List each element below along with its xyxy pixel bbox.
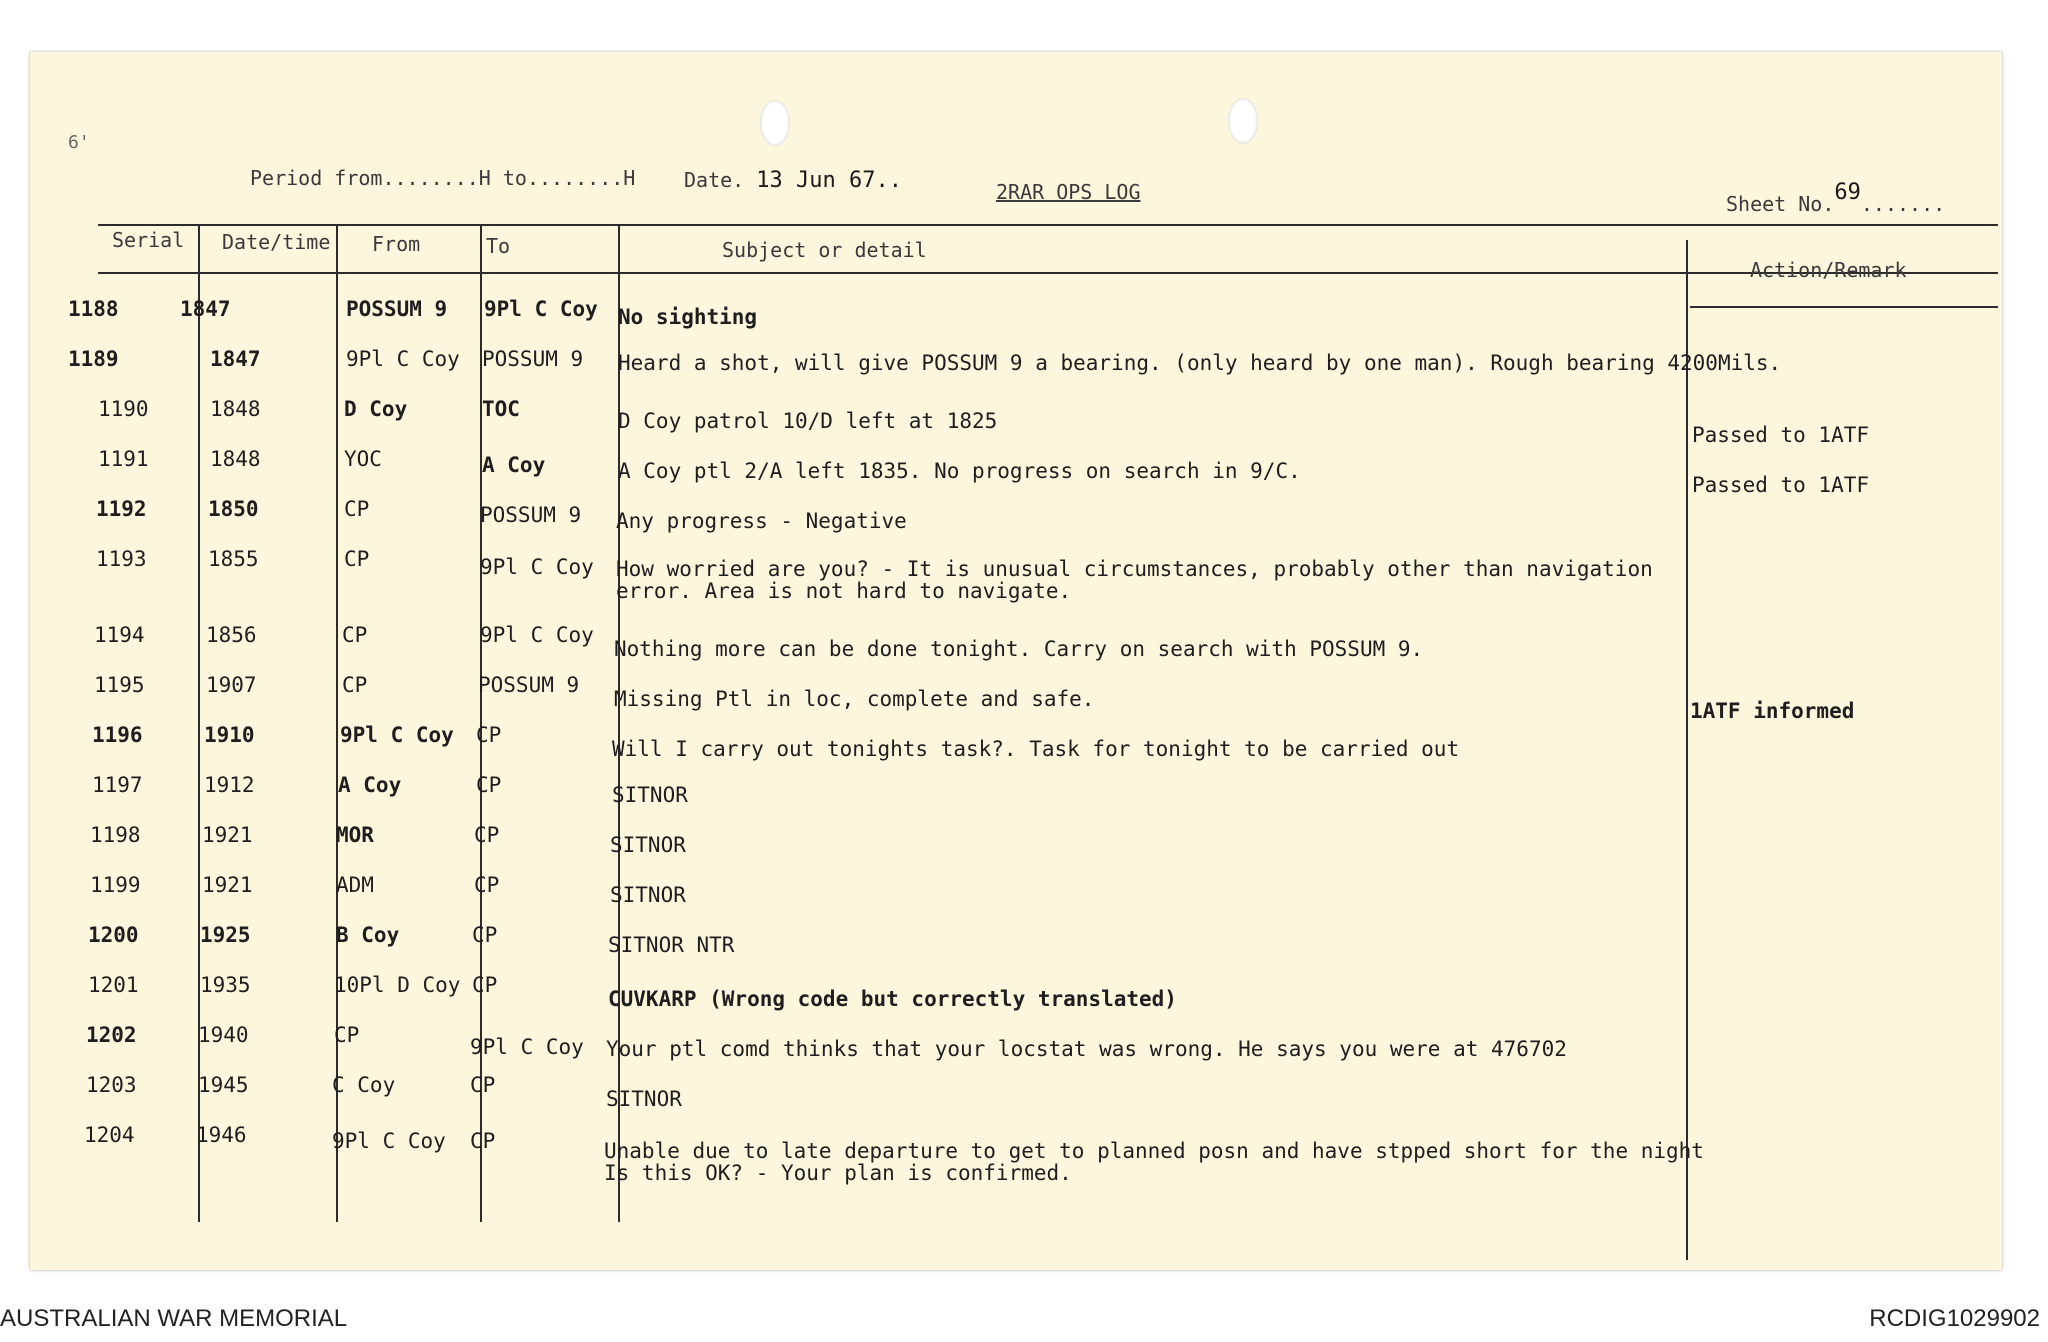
to-cell: CP (474, 823, 500, 847)
from-cell: C Coy (332, 1073, 396, 1097)
table-row (0, 398, 2048, 446)
detail-cell: Missing Ptl in loc, complete and safe. (614, 687, 1095, 711)
table-row (0, 1123, 2048, 1185)
time-cell: 1910 (204, 723, 255, 747)
to-cell: CP (476, 773, 502, 797)
table-row (0, 674, 2048, 722)
col-datetime: Date/time (222, 230, 331, 254)
detail-cell: Your ptl comd thinks that your locstat was wrong. He says you were at 476702 (606, 1037, 1567, 1061)
col-action: Action/Remark (1750, 258, 1907, 282)
from-cell: POSSUM 9 (346, 297, 448, 321)
detail-cell: No sighting (618, 305, 758, 329)
detail-cell: Nothing more can be done tonight. Carry on search with POSSUM 9. (614, 637, 1424, 661)
table-row (0, 1024, 2048, 1072)
serial-cell: 1192 (96, 497, 147, 521)
serial-cell: 1193 (96, 547, 147, 571)
serial-cell: 1196 (92, 723, 143, 747)
from-cell: CP (342, 673, 368, 697)
detail-cell: Heard a shot, will give POSSUM 9 a bearing. (only heard by one man). Rough bearing 4200Mils. (618, 351, 1782, 375)
table-row (0, 547, 2048, 603)
action-cell: Passed to 1ATF (1692, 473, 1870, 497)
to-cell: CP (470, 1129, 496, 1153)
from-cell: YOC (344, 447, 382, 471)
from-cell: 10Pl D Coy (334, 973, 461, 997)
table-row (0, 724, 2048, 772)
detail-cell: A Coy ptl 2/A left 1835. No progress on search in 9/C. (618, 459, 1301, 483)
time-cell: 1946 (196, 1123, 247, 1147)
to-cell: POSSUM 9 (482, 347, 584, 371)
serial-cell: 1202 (86, 1023, 137, 1047)
detail-cell: SITNOR (612, 783, 688, 807)
period-field: Period from........H to........H (250, 166, 636, 190)
detail-cell: CUVKARP (Wrong code but correctly translated) (608, 987, 1177, 1011)
date-field: Date. 13 Jun 67.. (684, 168, 902, 193)
to-cell: 9Pl C Coy (484, 297, 598, 321)
from-cell: 9Pl C Coy (332, 1129, 446, 1153)
from-cell: 9Pl C Coy (340, 723, 454, 747)
from-cell: B Coy (336, 923, 400, 947)
page-mark: 6' (68, 132, 90, 153)
detail-cell: Unable due to late departure to get to planned posn and have stpped short for the night Is this OK? - Your plan is confirmed. (604, 1139, 1704, 1185)
serial-cell: 1199 (90, 873, 141, 897)
action-cell: Passed to 1ATF (1692, 423, 1870, 447)
serial-cell: 1204 (84, 1123, 135, 1147)
action-cell: 1ATF informed (1690, 699, 1855, 723)
to-cell: TOC (482, 397, 520, 421)
detail-cell: SITNOR NTR (608, 933, 735, 957)
detail-cell: SITNOR (610, 833, 686, 857)
detail-cell: Will I carry out tonights task?. Task for tonight to be carried out (612, 737, 1460, 761)
from-cell: 9Pl C Coy (346, 347, 460, 371)
to-cell: A Coy (482, 453, 546, 477)
from-cell: A Coy (338, 773, 402, 797)
to-cell: CP (476, 723, 502, 747)
serial-cell: 1200 (88, 923, 139, 947)
to-cell: 9Pl C Coy (480, 555, 594, 579)
col-subject: Subject or detail (722, 238, 927, 262)
time-cell: 1856 (206, 623, 257, 647)
to-cell: CP (470, 1073, 496, 1097)
from-cell: D Coy (344, 397, 408, 421)
to-cell: CP (474, 873, 500, 897)
col-serial: Serial (112, 228, 185, 252)
serial-cell: 1203 (86, 1073, 137, 1097)
time-cell: 1848 (210, 447, 261, 471)
serial-cell: 1190 (98, 397, 149, 421)
from-cell: MOR (336, 823, 374, 847)
from-cell: CP (344, 547, 370, 571)
table-row (0, 774, 2048, 822)
serial-cell: 1194 (94, 623, 145, 647)
to-cell: 9Pl C Coy (480, 623, 594, 647)
from-cell: CP (342, 623, 368, 647)
table-row (0, 448, 2048, 496)
log-title: 2RAR OPS LOG (996, 180, 1141, 204)
time-cell: 1912 (204, 773, 255, 797)
time-cell: 1855 (208, 547, 259, 571)
time-cell: 1925 (200, 923, 251, 947)
table-row (0, 1074, 2048, 1122)
detail-cell: Any progress - Negative (616, 509, 907, 533)
serial-cell: 1197 (92, 773, 143, 797)
serial-cell: 1198 (90, 823, 141, 847)
serial-cell: 1195 (94, 673, 145, 697)
table-row (0, 624, 2048, 672)
table-row (0, 974, 2048, 1022)
detail-cell: SITNOR (606, 1087, 682, 1111)
to-cell: 9Pl C Coy (470, 1035, 584, 1059)
table-row (0, 348, 2048, 396)
to-cell: POSSUM 9 (478, 673, 580, 697)
time-cell: 1848 (210, 397, 261, 421)
serial-cell: 1191 (98, 447, 149, 471)
time-cell: 1921 (202, 823, 253, 847)
time-cell: 1935 (200, 973, 251, 997)
table-row (0, 824, 2048, 872)
serial-cell: 1201 (88, 973, 139, 997)
sheet-value: 69 (1834, 180, 1861, 205)
from-cell: ADM (336, 873, 374, 897)
footer-left: AUSTRALIAN WAR MEMORIAL (0, 1305, 348, 1332)
to-cell: POSSUM 9 (480, 503, 582, 527)
date-value: 13 Jun 67.. (756, 168, 902, 193)
from-cell: CP (344, 497, 370, 521)
table-row (0, 924, 2048, 972)
to-cell: CP (472, 923, 498, 947)
time-cell: 1940 (198, 1023, 249, 1047)
footer-right: RCDIG1029902 (1869, 1305, 2040, 1332)
col-to: To (486, 234, 511, 258)
time-cell: 1847 (210, 347, 261, 371)
to-cell: CP (472, 973, 498, 997)
time-cell: 1907 (206, 673, 257, 697)
time-cell: 1945 (198, 1073, 249, 1097)
serial-cell: 1189 (68, 347, 119, 371)
detail-cell: D Coy patrol 10/D left at 1825 (618, 409, 998, 433)
time-cell: 1921 (202, 873, 253, 897)
time-cell: 1847 (180, 297, 231, 321)
table-row (0, 874, 2048, 922)
from-cell: CP (334, 1023, 360, 1047)
serial-cell: 1188 (68, 297, 119, 321)
table-row (0, 498, 2048, 546)
detail-cell: How worried are you? - It is unusual circumstances, probably other than navigation error. Area is not hard to navigate. (616, 557, 1653, 603)
col-from: From (372, 232, 421, 256)
detail-cell: SITNOR (610, 883, 686, 907)
table-row (0, 298, 2048, 346)
time-cell: 1850 (208, 497, 259, 521)
sheet-number: Sheet No.69....... (1726, 180, 1946, 216)
